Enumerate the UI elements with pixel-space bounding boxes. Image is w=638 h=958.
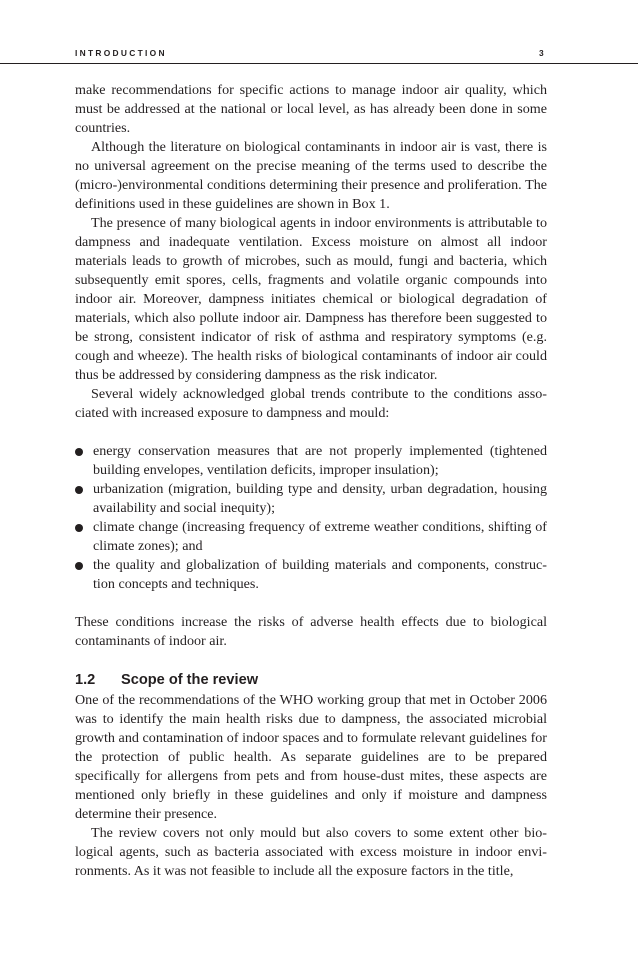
bullet-icon [75,524,83,532]
section-number: 1.2 [75,672,96,688]
running-header-title: INTRODUCTION [75,48,167,58]
list-item-text: climate change (increasing frequency of extreme weather conditions, shifting of climate zones); and [93,519,547,554]
paragraph-who-recommendations: One of the recommendations of the WHO working group that met in October 2006 was to identify the main health risks due to dampness, the associated microbial growth and contamination of indoor spaces and to formulate relevant guidelines for the protection of public health. As separate guidelines are to be prepared specifically for allergens from pets and from house-dust mites, these aspects are mentioned only briefly in these guidelines and only if moisture and dampness determine their presence. [75,692,547,822]
page-number: 3 [539,48,544,58]
list-item [75,480,547,518]
list-item-text: urbanization (migration, building type and density, urban degradation, housing availability and social inequity); [93,481,547,516]
bullet-icon [75,448,83,456]
bullet-icon [75,562,83,570]
bullet-icon [75,486,83,494]
paragraph-conditions: These conditions increase the risks of adverse health effects due to biological contaminants of indoor air. [75,614,547,649]
paragraph-global-trends: Several widely acknowledged global trends contribute to the conditions associated with increased exposure to dampness and mould: [75,386,547,421]
paragraph-dampness: The presence of many biological agents in indoor environments is attributable to dampness and inadequate ventilation. Excess moisture on almost all indoor materials leads to growth of microbes, such as mould, fungi and bacteria, which subsequently emit spores, cells, fragments and volatile organic compounds into indoor air. Moreover, dampness initiates chemical or biological degradation of materials, which also pollute indoor air. Dampness has therefore been suggested to be strong, consistent indicator of risk of asthma and respiratory symptoms (e.g. cough and wheeze). The health risks of biological contaminants of indoor air could thus be addressed by considering dampness as the risk indicator. [75,215,547,383]
list-item-text: energy conservation measures that are not properly implemented (tightened building envelopes, ventilation deficits, improper insulation); [93,443,547,478]
running-header [0,40,638,64]
section-heading [75,670,547,691]
list-item [75,518,547,556]
paragraph-definitions: Although the literature on biological contaminants in indoor air is vast, there is no universal agreement on the precise meaning of the terms used to describe the (micro-)environmental conditions determining their presence and proliferation. The definitions used in these guidelines are shown in Box 1. [75,139,547,212]
header-rule [0,63,638,64]
list-item-text: the quality and globalization of building materials and components, construction concepts and techniques. [93,557,547,592]
trends-bullet-list [75,442,547,594]
paragraph-continuation: make recommendations for specific actions to manage indoor air quality, which must be addressed at the national or local level, as has already been done in some countries. [75,82,547,136]
page-body [75,81,547,881]
section-title: Scope of the review [121,672,259,688]
list-item [75,556,547,594]
list-item [75,442,547,480]
paragraph-review-coverage: The review covers not only mould but also covers to some extent other biological agents, such as bacteria associated with excess moisture in indoor environments. As it was not feasible to include all the exposure factors in the title, [75,825,547,879]
